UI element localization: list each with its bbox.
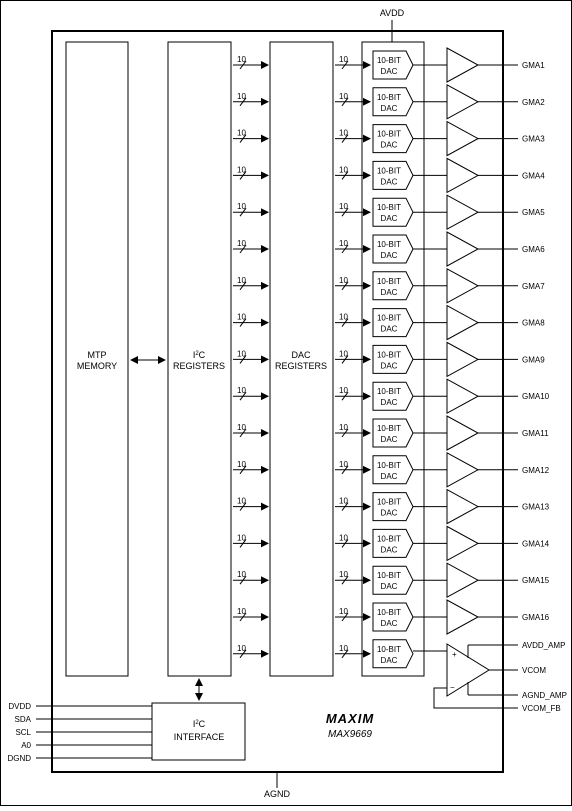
reg-bus-width-17: 10 bbox=[237, 643, 246, 653]
gamma-output-label-2: GMA2 bbox=[522, 97, 545, 107]
buffer-amp-9 bbox=[447, 342, 478, 376]
dac-label-13: 10-BIT bbox=[376, 497, 402, 507]
dac-label-sub-14: DAC bbox=[380, 545, 398, 555]
dac-label-4: 10-BIT bbox=[376, 166, 402, 176]
buffer-amp-14 bbox=[447, 526, 478, 560]
dac-bus-width-3: 10 bbox=[339, 128, 348, 138]
dac-label-sub-8: DAC bbox=[380, 324, 398, 334]
pin-label-dvdd: DVDD bbox=[8, 702, 31, 711]
dac-label-3: 10-BIT bbox=[376, 129, 402, 139]
gamma-output-label-9: GMA9 bbox=[522, 355, 545, 365]
mtp-label-line2: MEMORY bbox=[76, 361, 118, 371]
buffer-amp-3 bbox=[447, 122, 478, 156]
reg-bus-width-6: 10 bbox=[237, 239, 246, 248]
dac-bus-width-4: 10 bbox=[339, 165, 348, 175]
gamma-output-label-11: GMA11 bbox=[522, 429, 549, 438]
i2c-interface-label: INTERFACE bbox=[173, 732, 225, 742]
mtp-label-line1: MTP bbox=[87, 350, 107, 360]
vcom-fb-label: VCOM_FB bbox=[522, 704, 561, 713]
avdd-amp-label: AVDD_AMP bbox=[522, 641, 566, 650]
dac-bus-width-6: 10 bbox=[339, 239, 348, 248]
gamma-output-label-16: GMA16 bbox=[522, 613, 550, 622]
dac-label-sub-11: DAC bbox=[380, 435, 398, 444]
dac-bus-width-13: 10 bbox=[339, 496, 348, 506]
reg-bus-width-14: 10 bbox=[237, 533, 246, 543]
reg-bus-width-16: 10 bbox=[237, 607, 246, 616]
gamma-output-label-13: GMA13 bbox=[522, 502, 550, 512]
buffer-amp-6 bbox=[447, 232, 478, 266]
dac-label-6: 10-BIT bbox=[376, 240, 402, 249]
avdd-pin-label: AVDD bbox=[379, 8, 405, 18]
reg-bus-width-5: 10 bbox=[237, 202, 246, 212]
dac-label-sub-15: DAC bbox=[380, 582, 398, 592]
vcom-label: VCOM bbox=[522, 666, 546, 675]
pin-label-a0: A0 bbox=[21, 741, 31, 750]
dac-label-10: 10-BIT bbox=[376, 387, 402, 397]
i2c-interface-title: $I^2C$ bbox=[192, 719, 206, 729]
part-number: MAX9669 bbox=[328, 729, 372, 740]
dac-bus-width-9: 10 bbox=[339, 349, 348, 359]
dac-bus-width-12: 10 bbox=[339, 459, 348, 469]
agnd-amp-label: AGND_AMP bbox=[522, 691, 567, 700]
dac-bus-width-16: 10 bbox=[339, 607, 348, 616]
dac-label-sub-1: DAC bbox=[380, 67, 398, 76]
dac-bus-width-5: 10 bbox=[339, 202, 348, 212]
gamma-output-label-5: GMA5 bbox=[522, 208, 545, 218]
dac-bus-width-17: 10 bbox=[339, 643, 348, 653]
dac-label-sub-2: DAC bbox=[380, 103, 398, 113]
reg-bus-width-1: 10 bbox=[237, 55, 246, 64]
gamma-output-label-7: GMA7 bbox=[522, 281, 545, 291]
dac-label-12: 10-BIT bbox=[376, 460, 402, 470]
dac-label-14: 10-BIT bbox=[376, 534, 402, 544]
reg-bus-width-12: 10 bbox=[237, 459, 246, 469]
pin-label-sda: SDA bbox=[14, 715, 31, 724]
buffer-amp-15 bbox=[447, 563, 478, 597]
dac-label-sub-16: DAC bbox=[380, 619, 398, 628]
reg-bus-width-2: 10 bbox=[237, 91, 246, 101]
dac-registers-label-line1: DAC bbox=[291, 350, 311, 360]
gamma-output-label-14: GMA14 bbox=[522, 539, 550, 549]
vcom-amp-plus: + bbox=[452, 650, 457, 659]
i2c-registers-title: $I^2C$ bbox=[192, 350, 206, 360]
dac-bus-width-7: 10 bbox=[339, 275, 348, 285]
reg-bus-width-13: 10 bbox=[237, 496, 246, 506]
reg-bus-width-10: 10 bbox=[237, 386, 246, 396]
vcom-amplifier bbox=[413, 641, 567, 713]
dac-label-sub-17: DAC bbox=[380, 655, 398, 665]
buffer-amp-11 bbox=[447, 416, 478, 450]
dac-bus-width-8: 10 bbox=[339, 312, 348, 322]
buffer-amp-16 bbox=[447, 600, 478, 634]
dac-label-sub-12: DAC bbox=[380, 471, 398, 481]
vcom-amp-minus: − bbox=[450, 683, 455, 692]
dac-bus-width-11: 10 bbox=[339, 423, 348, 432]
dac-bus-width-15: 10 bbox=[339, 570, 348, 580]
gamma-output-label-6: GMA6 bbox=[522, 245, 545, 254]
dac-label-16: 10-BIT bbox=[376, 608, 402, 617]
dac-registers-label-line2: REGISTERS bbox=[274, 361, 328, 371]
dac-bus-width-1: 10 bbox=[339, 55, 348, 64]
buffer-amp-1 bbox=[447, 48, 478, 82]
dac-label-sub-3: DAC bbox=[380, 140, 398, 150]
reg-bus-width-11: 10 bbox=[237, 423, 246, 432]
reg-bus-width-8: 10 bbox=[237, 312, 246, 322]
reg-bus-width-15: 10 bbox=[237, 570, 246, 580]
gamma-output-label-3: GMA3 bbox=[522, 134, 545, 144]
i2c-registers-label: REGISTERS bbox=[172, 361, 226, 371]
dac-label-2: 10-BIT bbox=[376, 92, 402, 102]
reg-bus-width-3: 10 bbox=[237, 128, 246, 138]
dac-label-5: 10-BIT bbox=[376, 203, 402, 213]
buffer-amp-5 bbox=[447, 195, 478, 229]
reg-bus-width-9: 10 bbox=[237, 349, 246, 359]
dac-label-1: 10-BIT bbox=[376, 56, 402, 65]
gamma-output-label-12: GMA12 bbox=[522, 465, 550, 475]
buffer-amp-13 bbox=[447, 490, 478, 524]
buffer-amp-12 bbox=[447, 453, 478, 487]
buffer-amp-7 bbox=[447, 269, 478, 303]
dac-label-17: 10-BIT bbox=[376, 644, 402, 654]
buffer-amp-10 bbox=[447, 379, 478, 413]
maxim-logo: MAXIM bbox=[325, 711, 375, 726]
dac-label-sub-4: DAC bbox=[380, 177, 398, 187]
dac-bus-width-2: 10 bbox=[339, 91, 348, 101]
pin-label-scl: SCL bbox=[15, 728, 31, 737]
dac-label-9: 10-BIT bbox=[376, 350, 402, 360]
dac-bus-width-10: 10 bbox=[339, 386, 348, 396]
gamma-output-label-15: GMA15 bbox=[522, 576, 550, 586]
dac-label-sub-6: DAC bbox=[380, 251, 398, 260]
dac-bus-width-14: 10 bbox=[339, 533, 348, 543]
dac-label-7: 10-BIT bbox=[376, 276, 402, 286]
gamma-output-label-8: GMA8 bbox=[522, 318, 545, 328]
image-border bbox=[1, 1, 572, 806]
gamma-output-label-1: GMA1 bbox=[522, 61, 545, 70]
dac-label-sub-5: DAC bbox=[380, 214, 398, 224]
dac-label-11: 10-BIT bbox=[376, 424, 402, 433]
chip-outline bbox=[52, 31, 503, 772]
buffer-amp-8 bbox=[447, 306, 478, 340]
gamma-output-label-10: GMA10 bbox=[522, 392, 550, 402]
dac-label-sub-10: DAC bbox=[380, 398, 398, 408]
dac-label-8: 10-BIT bbox=[376, 313, 402, 323]
reg-bus-width-7: 10 bbox=[237, 275, 246, 285]
agnd-pin-label: AGND bbox=[263, 789, 291, 799]
dac-label-15: 10-BIT bbox=[376, 571, 402, 581]
dac-label-sub-13: DAC bbox=[380, 508, 398, 518]
dac-label-sub-9: DAC bbox=[380, 361, 398, 371]
gamma-output-label-4: GMA4 bbox=[522, 171, 545, 181]
buffer-amp-4 bbox=[447, 158, 478, 192]
reg-bus-width-4: 10 bbox=[237, 165, 246, 175]
dac-label-sub-7: DAC bbox=[380, 287, 398, 297]
pin-label-dgnd: DGND bbox=[7, 754, 31, 763]
input-pins bbox=[7, 702, 152, 763]
buffer-amp-2 bbox=[447, 85, 478, 119]
